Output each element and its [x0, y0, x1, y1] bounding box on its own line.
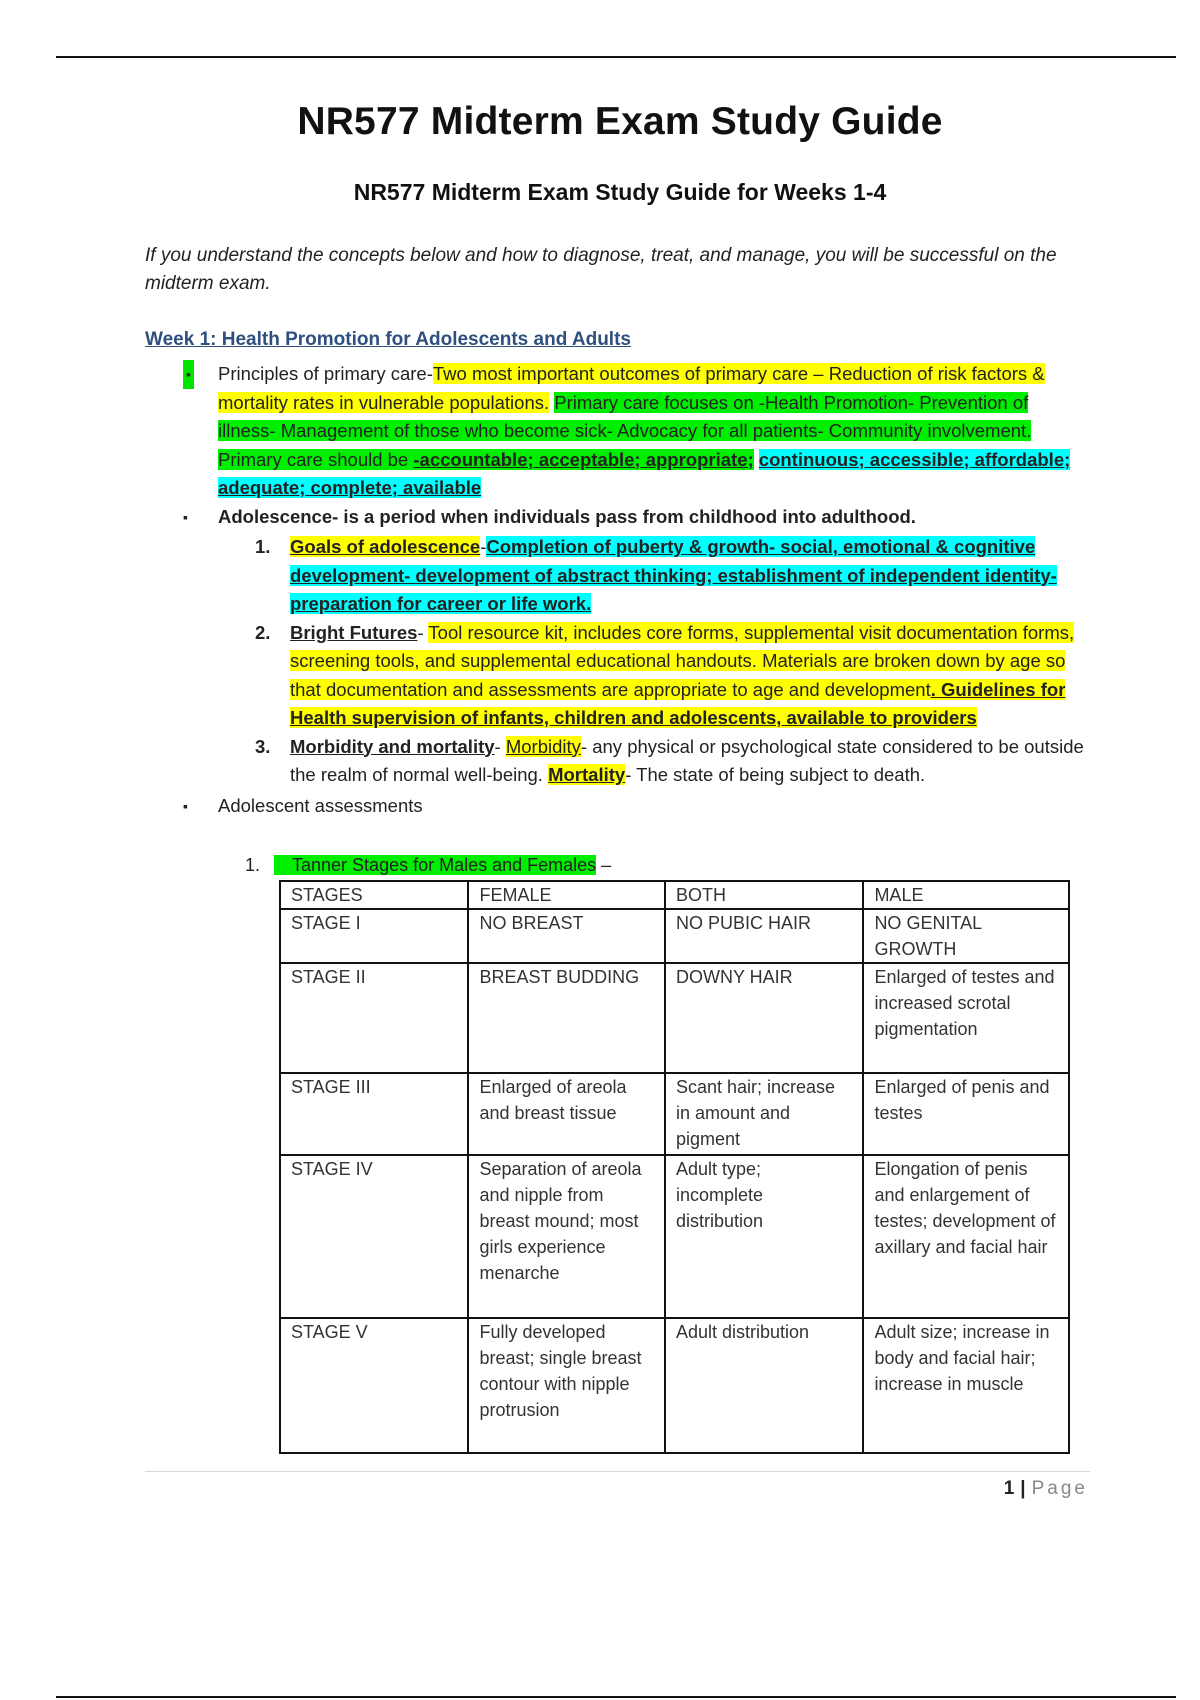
morbidity-mortality-separator: -: [494, 735, 506, 757]
table-row: [280, 1155, 1069, 1318]
page-number: [1004, 1478, 1088, 1500]
table-cell: Scant hair; increase in amount and pigment: [665, 1073, 863, 1155]
list-item-assessments: [145, 792, 1085, 821]
goals-separator: -: [480, 536, 487, 557]
footer-rule: [145, 1471, 1090, 1472]
bullet-marker: ▪: [183, 508, 188, 525]
table-row: [280, 1318, 1069, 1453]
morbidity-mortality-label: Morbidity and mortality: [290, 735, 495, 757]
principles-outcomes: Two most important outcomes of primary care – Reduction of risk factors & mortality rates in vulnerable populations.: [218, 363, 1045, 413]
list-item-morbidity: [145, 733, 1085, 790]
mortality-label: Mortality: [548, 764, 626, 785]
tanner-dash: –: [596, 855, 612, 875]
list-item-adolescence: [145, 503, 1085, 532]
table-cell: STAGE V: [280, 1318, 468, 1453]
tanner-label: Tanner Stages for Males and Females: [274, 855, 596, 875]
week1-heading: Week 1: Health Promotion for Adolescents and Adults: [145, 329, 631, 350]
bright-futures-separator: -: [417, 621, 429, 643]
morbidity-text: - any physical or psychological state considered to be outside the realm of normal well-being.: [290, 735, 1084, 785]
tanner-number: 1.: [245, 855, 261, 875]
table-cell: NO BREAST: [468, 909, 665, 963]
table-header-row: [280, 881, 1069, 909]
table-cell: NO PUBIC HAIR: [665, 909, 863, 963]
table-cell: STAGE IV: [280, 1155, 468, 1318]
bullet-list: [145, 360, 1085, 820]
bullet-marker: ▪: [183, 360, 194, 389]
principles-focus: Primary care focuses on -Health Promotion- Prevention of illness- Management of those who become sick- Advocacy for all patients- Community involvement. Primary care should be: [218, 391, 1032, 470]
table-cell: Elongation of penis and enlargement of testes; development of axillary and facial hair: [863, 1155, 1069, 1318]
page-separator: |: [1020, 1478, 1026, 1499]
bright-futures-bold-text: . Guidelines for Health supervision of infants, children and adolescents, available to providers: [290, 678, 1066, 728]
page-word: Page: [1031, 1478, 1088, 1499]
table-row: [280, 1073, 1069, 1155]
list-item-principles: [145, 360, 1085, 503]
principles-qualities-cyan: continuous; accessible; affordable; adequate; complete; available: [218, 448, 1071, 498]
table-header-cell: STAGES: [280, 881, 468, 909]
page-title: NR577 Midterm Exam Study Guide: [297, 100, 943, 143]
item-number: 2.: [255, 621, 271, 643]
table-cell: Separation of areola and nipple from breast mound; most girls experience menarche: [468, 1155, 665, 1318]
table-cell: Adult type; incomplete distribution: [665, 1155, 863, 1318]
table-cell: Adult size; increase in body and facial hair; increase in muscle: [863, 1318, 1069, 1453]
tanner-stages-table: [279, 880, 1070, 1454]
goals-label: Goals of adolescence: [290, 536, 481, 557]
adolescence-numbered-list: [145, 533, 1085, 790]
table-cell: Enlarged of testes and increased scrotal pigmentation: [863, 963, 1069, 1073]
table-cell: Enlarged of areola and breast tissue: [468, 1073, 665, 1155]
principles-qualities-green: -accountable; acceptable; appropriate;: [413, 448, 754, 470]
table-row: [280, 963, 1069, 1073]
table-cell: Fully developed breast; single breast contour with nipple protrusion: [468, 1318, 665, 1453]
list-item-bright-futures: [145, 619, 1085, 733]
table-header-cell: FEMALE: [468, 881, 665, 909]
page-subtitle: NR577 Midterm Exam Study Guide for Weeks 1-4: [353, 179, 887, 205]
morbidity-label: Morbidity: [505, 735, 581, 757]
page-number-value: 1: [1003, 1478, 1015, 1499]
adolescence-definition: Adolescence- is a period when individuals pass from childhood into adulthood.: [218, 505, 916, 527]
item-number: 3.: [255, 735, 271, 757]
bullet-marker: ▪: [183, 797, 188, 814]
bright-futures-text: Tool resource kit, includes core forms, supplemental visit documentation forms, screening tools, and supplemental educational handouts. Materials are broken down by age so that documentation and assessments are appropriate to age and development: [290, 621, 1075, 700]
table-row: [280, 909, 1069, 963]
bottom-rule: [56, 1696, 1176, 1698]
table-cell: STAGE III: [280, 1073, 468, 1155]
intro-paragraph: If you understand the concepts below and how to diagnose, treat, and manage, you will be successful on the midterm exam.: [145, 245, 1057, 294]
assessments-label: Adolescent assessments: [218, 794, 423, 816]
table-cell: Enlarged of penis and testes: [863, 1073, 1069, 1155]
bright-futures-label: Bright Futures: [290, 621, 418, 643]
table-cell: STAGE I: [280, 909, 468, 963]
table-header-cell: BOTH: [665, 881, 863, 909]
top-rule: [56, 56, 1176, 58]
item-number: 1.: [255, 536, 271, 557]
table-header-cell: MALE: [863, 881, 1069, 909]
table-cell: STAGE II: [280, 963, 468, 1073]
list-item-goals: [145, 533, 1085, 619]
goals-text: Completion of puberty & growth- social, emotional & cognitive development- development of abstract thinking; establishment of independent identity- preparation for career or life work.: [290, 536, 1057, 614]
table-cell: BREAST BUDDING: [468, 963, 665, 1073]
tanner-heading: [245, 855, 611, 876]
table-cell: NO GENITAL GROWTH: [863, 909, 1069, 963]
table-cell: DOWNY HAIR: [665, 963, 863, 1073]
principles-lead: Principles of primary care-: [218, 363, 433, 384]
table-cell: Adult distribution: [665, 1318, 863, 1453]
mortality-text: - The state of being subject to death.: [625, 764, 926, 785]
